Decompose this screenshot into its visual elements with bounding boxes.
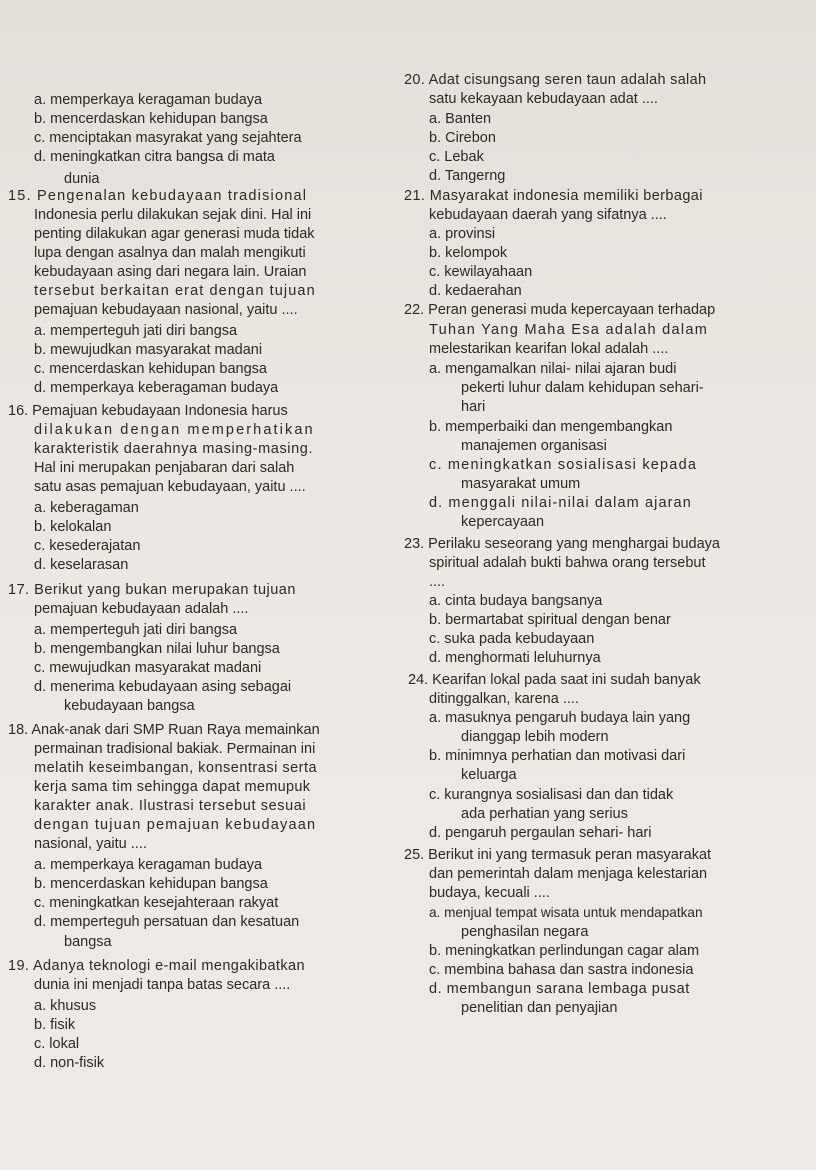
q23-stem: 23. Perilaku seseorang yang menghargai budaya (404, 536, 720, 552)
q18-option-c: c. meningkatkan kesejahteraan rakyat (34, 895, 279, 911)
q23-option-d: d. menghormati leluhurnya (429, 650, 601, 666)
q17-option-a: a. memperteguh jati diri bangsa (34, 622, 238, 638)
q22-stem: Tuhan Yang Maha Esa adalah dalam (429, 322, 709, 338)
q23-option-a: a. cinta budaya bangsanya (429, 593, 603, 609)
q25-stem: budaya, kecuali .... (429, 885, 550, 901)
q17-option-d-cont: kebudayaan bangsa (64, 698, 195, 714)
q19-stem: 19. Adanya teknologi e-mail mengakibatkan (8, 958, 305, 974)
q22-option-b-cont: manajemen organisasi (461, 438, 607, 454)
q23-option-b: b. bermartabat spiritual dengan benar (429, 612, 671, 628)
q20-option-b: b. Cirebon (429, 130, 496, 146)
q16-stem: 16. Pemajuan kebudayaan Indonesia harus (8, 403, 288, 419)
q25-stem: dan pemerintah dalam menjaga kelestarian (429, 866, 708, 882)
q24-option-b: b. minimnya perhatian dan motivasi dari (429, 748, 686, 764)
q25-option-a: a. menjual tempat wisata untuk mendapatkan (429, 905, 703, 920)
q14-option-a: a. memperkaya keragaman budaya (34, 92, 263, 108)
q24-option-c-cont: ada perhatian yang serius (461, 806, 628, 822)
q18-stem: nasional, yaitu .... (34, 836, 147, 852)
q25-option-a-cont: penghasilan negara (461, 924, 589, 940)
q22-option-a: a. mengamalkan nilai- nilai ajaran budi (429, 361, 677, 377)
q25-stem: 25. Berikut ini yang termasuk peran masyarakat (404, 847, 712, 863)
q24-option-c: c. kurangnya sosialisasi dan dan tidak (429, 787, 674, 803)
q15-stem: lupa dengan asalnya dan malah mengikuti (34, 245, 306, 261)
q23-stem: spiritual adalah bukti bahwa orang tersebut (429, 555, 706, 571)
q15-stem: penting dilakukan agar generasi muda tidak (34, 226, 315, 242)
q17-option-d: d. menerima kebudayaan asing sebagai (34, 679, 292, 695)
q24-option-a-cont: dianggap lebih modern (461, 729, 609, 745)
q15-option-d: d. memperkaya keberagaman budaya (34, 380, 279, 396)
q22-stem: 22. Peran generasi muda kepercayaan terhadap (404, 302, 716, 318)
q19-option-b: b. fisik (34, 1017, 76, 1033)
q21-option-d: d. kedaerahan (429, 283, 522, 299)
q18-option-b: b. mencerdaskan kehidupan bangsa (34, 876, 268, 892)
q19-option-a: a. khusus (34, 998, 97, 1014)
q16-stem: Hal ini merupakan penjabaran dari salah (34, 460, 295, 476)
q22-option-d-cont: kepercayaan (461, 514, 545, 530)
q15-stem: Indonesia perlu dilakukan sejak dini. Hal ini (34, 207, 312, 223)
q17-stem: 17. Berikut yang bukan merupakan tujuan (8, 582, 296, 598)
q21-option-c: c. kewilayahaan (429, 264, 533, 280)
q16-stem: dilakukan dengan memperhatikan (34, 422, 315, 438)
q22-option-a-cont: pekerti luhur dalam kehidupan sehari- (461, 380, 704, 396)
q18-option-d: d. memperteguh persatuan dan kesatuan (34, 914, 300, 930)
q16-option-a: a. keberagaman (34, 500, 139, 516)
q17-option-b: b. mengembangkan nilai luhur bangsa (34, 641, 280, 657)
q19-stem: dunia ini menjadi tanpa batas secara .... (34, 977, 291, 993)
q16-stem: satu asas pemajuan kebudayaan, yaitu .... (34, 479, 306, 495)
q25-option-c: c. membina bahasa dan sastra indonesia (429, 962, 694, 978)
q15-stem: pemajuan kebudayaan nasional, yaitu .... (34, 302, 298, 318)
q24-stem: ditinggalkan, karena .... (429, 691, 579, 707)
q23-stem: .... (429, 574, 446, 590)
q20-option-a: a. Banten (429, 111, 492, 127)
q15-option-c: c. mencerdaskan kehidupan bangsa (34, 361, 267, 377)
q25-option-b: b. meningkatkan perlindungan cagar alam (429, 943, 700, 959)
q20-option-c: c. Lebak (429, 149, 484, 165)
q20-option-d: d. Tangerng (429, 168, 506, 184)
q18-stem: 18. Anak-anak dari SMP Ruan Raya memainkan (8, 722, 320, 738)
q19-option-c: c. lokal (34, 1036, 80, 1052)
q15-stem: kebudayaan asing dari negara lain. Uraian (34, 264, 307, 280)
q18-stem: kerja sama tim sehingga dapat memupuk (34, 779, 311, 795)
q23-option-c: c. suka pada kebudayaan (429, 631, 595, 647)
q22-option-a-cont: hari (461, 399, 486, 415)
q16-option-d: d. keselarasan (34, 557, 129, 573)
q22-option-c: c. meningkatkan sosialisasi kepada (429, 457, 698, 473)
q24-option-b-cont: keluarga (461, 767, 517, 783)
q15-stem: 15. Pengenalan kebudayaan tradisional (8, 188, 308, 204)
q18-stem: permainan tradisional bakiak. Permainan ini (34, 741, 316, 757)
q22-option-d: d. menggali nilai-nilai dalam ajaran (429, 495, 692, 511)
q15-option-b: b. mewujudkan masyarakat madani (34, 342, 263, 358)
q25-option-d-cont: penelitian dan penyajian (461, 1000, 618, 1016)
q16-stem: karakteristik daerahnya masing-masing. (34, 441, 314, 457)
q25-option-d: d. membangun sarana lembaga pusat (429, 981, 690, 997)
q21-option-a: a. provinsi (429, 226, 496, 242)
q24-stem: 24. Kearifan lokal pada saat ini sudah banyak (408, 672, 701, 688)
q17-stem: pemajuan kebudayaan adalah .... (34, 601, 249, 617)
q14-option-d: d. meningkatkan citra bangsa di mata (34, 149, 275, 165)
q14-option-b: b. mencerdaskan kehidupan bangsa (34, 111, 268, 127)
q22-stem: melestarikan kearifan lokal adalah .... (429, 341, 669, 357)
q21-stem: 21. Masyarakat indonesia memiliki berbagai (404, 188, 703, 204)
q16-option-c: c. kesederajatan (34, 538, 141, 554)
q14-option-d-cont: dunia (64, 171, 100, 187)
q24-option-a: a. masuknya pengaruh budaya lain yang (429, 710, 691, 726)
q15-stem: tersebut berkaitan erat dengan tujuan (34, 283, 316, 299)
q20-stem: 20. Adat cisungsang seren taun adalah salah (404, 72, 707, 88)
q21-option-b: b. kelompok (429, 245, 508, 261)
q18-stem: melatih keseimbangan, konsentrasi serta (34, 760, 318, 776)
q20-stem: satu kekayaan kebudayaan adat .... (429, 91, 658, 107)
q22-option-b: b. memperbaiki dan mengembangkan (429, 419, 673, 435)
q21-stem: kebudayaan daerah yang sifatnya .... (429, 207, 667, 223)
q19-option-d: d. non-fisik (34, 1055, 105, 1071)
q16-option-b: b. kelokalan (34, 519, 112, 535)
q18-option-d-cont: bangsa (64, 934, 112, 950)
q18-option-a: a. memperkaya keragaman budaya (34, 857, 263, 873)
q18-stem: dengan tujuan pemajuan kebudayaan (34, 817, 317, 833)
q24-option-d: d. pengaruh pergaulan sehari- hari (429, 825, 652, 841)
q18-stem: karakter anak. Ilustrasi tersebut sesuai (34, 798, 307, 814)
q15-option-a: a. memperteguh jati diri bangsa (34, 323, 238, 339)
q17-option-c: c. mewujudkan masyarakat madani (34, 660, 262, 676)
q14-option-c: c. menciptakan masyrakat yang sejahtera (34, 130, 302, 146)
q22-option-c-cont: masyarakat umum (461, 476, 581, 492)
